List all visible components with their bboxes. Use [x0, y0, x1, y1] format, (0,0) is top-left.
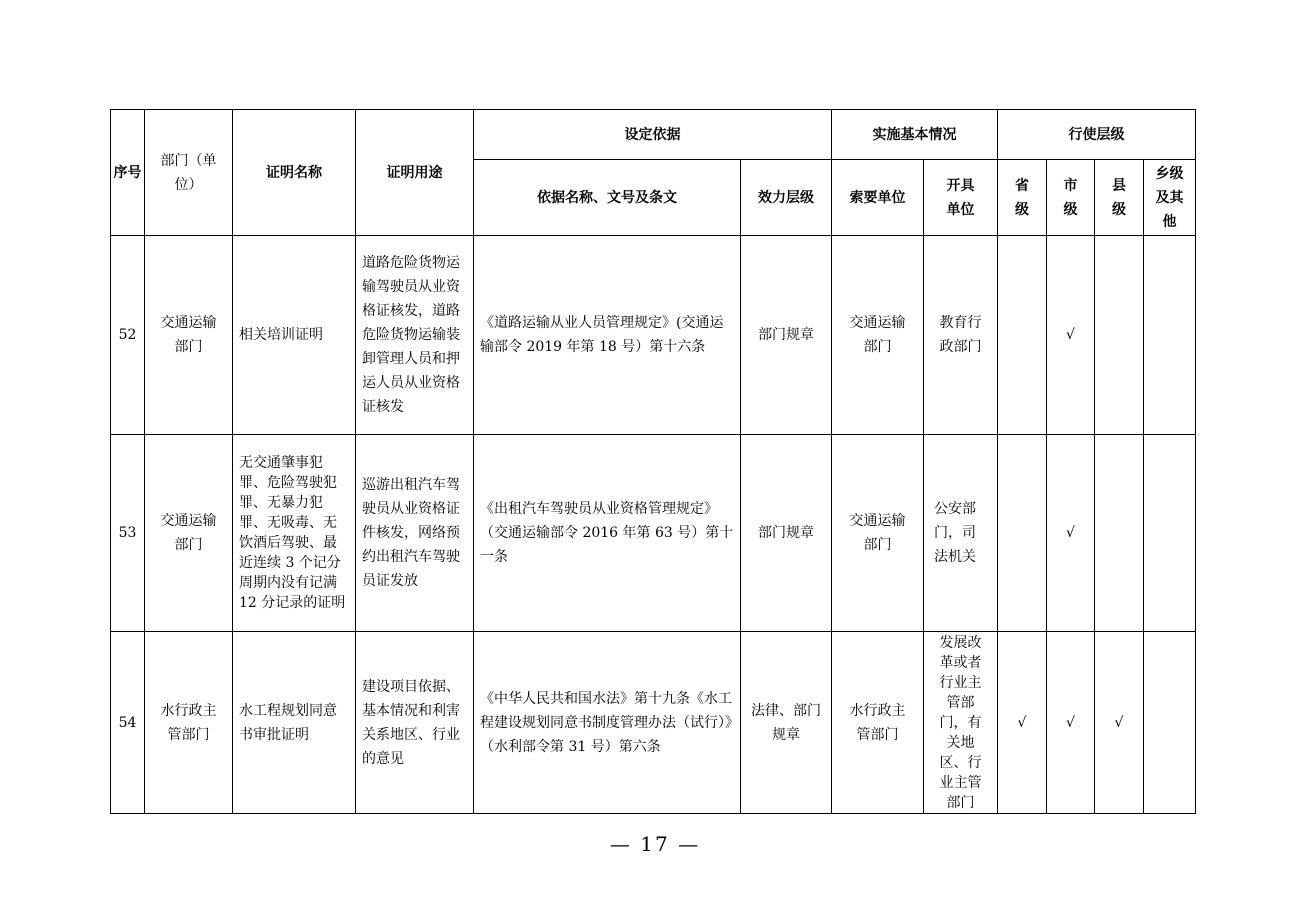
header-cert-name: 证明名称	[233, 110, 356, 236]
row-cert-use: 巡游出租汽车驾驶员从业资格证件核发，网络预约出租汽车驾驶员证发放	[356, 435, 474, 632]
header-cert-use: 证明用途	[356, 110, 474, 236]
row-county-mark: √	[1095, 632, 1144, 814]
certificate-table	[110, 109, 1196, 814]
header-impl-require: 索要单位	[832, 160, 924, 236]
row-cert-use: 建设项目依据、基本情况和利害关系地区、行业的意见	[356, 632, 474, 814]
header-impl: 实施基本情况	[832, 110, 998, 160]
row-impl-issue: 发展改革或者行业主管部门，有关地区、行业主管部门	[924, 632, 998, 814]
row-seq: 54	[111, 632, 145, 814]
row-city-mark: √	[1047, 236, 1095, 435]
row-dept: 交通运输部门	[145, 435, 233, 632]
table-row	[111, 435, 1196, 632]
header-exercise: 行使层级	[998, 110, 1196, 160]
row-seq: 53	[111, 435, 145, 632]
header-city: 市级	[1047, 160, 1095, 236]
header-basis-name: 依据名称、文号及条文	[474, 160, 741, 236]
row-province-mark	[998, 435, 1047, 632]
header-town: 乡级及其他	[1144, 160, 1196, 236]
row-cert-name: 无交通肇事犯罪、危险驾驶犯罪、无暴力犯罪、无吸毒、无饮酒后驾驶、最近连续 3 个记分周期内没有记满 12 分记录的证明	[233, 435, 356, 632]
row-seq: 52	[111, 236, 145, 435]
row-basis-level: 法律、部门规章	[741, 632, 832, 814]
row-town-mark	[1144, 632, 1196, 814]
row-cert-name: 水工程规划同意书审批证明	[233, 632, 356, 814]
header-row-1	[111, 110, 1196, 160]
header-dept: 部门（单位）	[145, 110, 233, 236]
row-basis-name: 《道路运输从业人员管理规定》(交通运输部令 2019 年第 18 号）第十六条	[474, 236, 741, 435]
row-dept: 水行政主管部门	[145, 632, 233, 814]
row-impl-require: 水行政主管部门	[832, 632, 924, 814]
header-county: 县级	[1095, 160, 1144, 236]
row-town-mark	[1144, 435, 1196, 632]
header-province: 省级	[998, 160, 1047, 236]
row-basis-level: 部门规章	[741, 236, 832, 435]
table-row	[111, 236, 1196, 435]
table-row	[111, 632, 1196, 814]
row-province-mark: √	[998, 632, 1047, 814]
header-impl-issue: 开具单位	[924, 160, 998, 236]
row-town-mark	[1144, 236, 1196, 435]
row-cert-use: 道路危险货物运输驾驶员从业资格证核发，道路危险货物运输装卸管理人员和押运人员从业资格证核发	[356, 236, 474, 435]
row-city-mark: √	[1047, 632, 1095, 814]
row-impl-issue: 公安部门，司法机关	[924, 435, 998, 632]
page-number: — 17 —	[609, 832, 701, 856]
row-impl-require: 交通运输部门	[832, 236, 924, 435]
row-county-mark	[1095, 236, 1144, 435]
row-county-mark	[1095, 435, 1144, 632]
header-basis-level: 效力层级	[741, 160, 832, 236]
row-basis-level: 部门规章	[741, 435, 832, 632]
header-seq: 序号	[111, 110, 145, 236]
row-basis-name: 《中华人民共和国水法》第十九条《水工程建设规划同意书制度管理办法（试行）》（水利部令第 31 号）第六条	[474, 632, 741, 814]
row-basis-name: 《出租汽车驾驶员从业资格管理规定》（交通运输部令 2016 年第 63 号）第十一条	[474, 435, 741, 632]
row-impl-issue: 教育行政部门	[924, 236, 998, 435]
row-city-mark: √	[1047, 435, 1095, 632]
row-province-mark	[998, 236, 1047, 435]
row-dept: 交通运输部门	[145, 236, 233, 435]
row-impl-require: 交通运输部门	[832, 435, 924, 632]
header-basis: 设定依据	[474, 110, 832, 160]
row-cert-name: 相关培训证明	[233, 236, 356, 435]
